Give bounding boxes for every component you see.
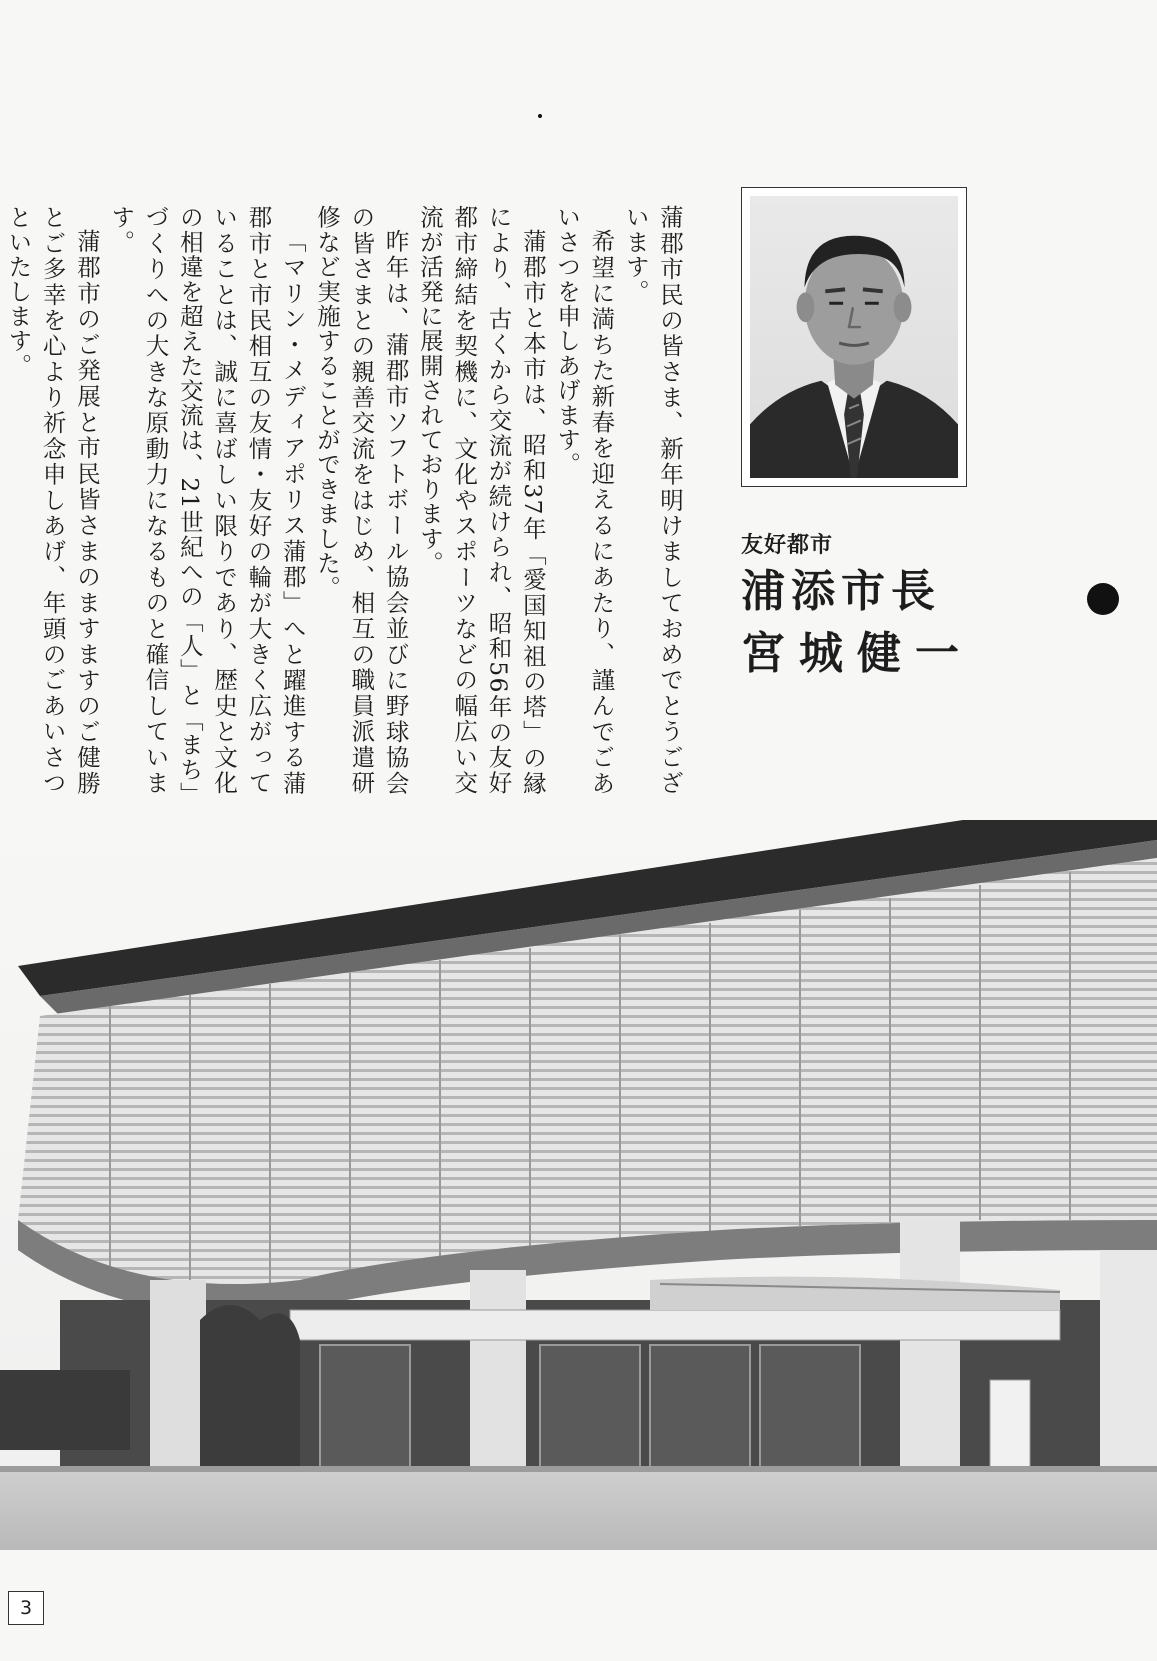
greeting-paragraph-2: 希望に満ちた新春を迎えるにあたり、謹んでごあいさつを申しあげます。 (553, 205, 616, 795)
mayor-portrait-photo (750, 196, 958, 478)
subtitle: 友好都市 (741, 532, 834, 558)
decorative-dot-small (538, 114, 542, 118)
greeting-body (4, 205, 687, 795)
portrait-frame (741, 187, 967, 487)
building-photo (0, 820, 1157, 1550)
page-number: 3 (8, 1591, 44, 1625)
mayor-name: 宮城健一 (741, 628, 973, 679)
name-block (741, 528, 973, 683)
greeting-paragraph-5: 「マリン・メディアポリス蒲郡」へと躍進する蒲郡市と市民相互の友情・友好の輪が大きく広がっていることは、誠に喜ばしい限りであり、歴史と文化の相違を超えた交流は、21世紀への「人」と「まち」づくりへの大きな原動力になるものと確信しています。 (107, 205, 307, 795)
greeting-paragraph-1: 蒲郡市民の皆さま、新年明けましておめでとうございます。 (621, 205, 684, 795)
greeting-paragraph-4: 昨年は、蒲郡市ソフトボール協会並びに野球協会の皆さまとの親善交流をはじめ、相互の職員派遣研修など実施することができました。 (313, 205, 410, 795)
decorative-dot-top (1087, 583, 1119, 615)
mayor-title: 浦添市長 (741, 566, 941, 617)
greeting-paragraph-6: 蒲郡市のご発展と市民皆さまのますますのご健勝とご多幸を心より祈念申しあげ、年頭のごあいさつといたします。 (4, 205, 101, 795)
greeting-paragraph-3: 蒲郡市と本市は、昭和37年「愛国知祖の塔」の縁により、古くから交流が続けられ、昭和56年の友好都市締結を契機に、文化やスポーツなどの幅広い交流が活発に展開されております。 (415, 205, 547, 795)
